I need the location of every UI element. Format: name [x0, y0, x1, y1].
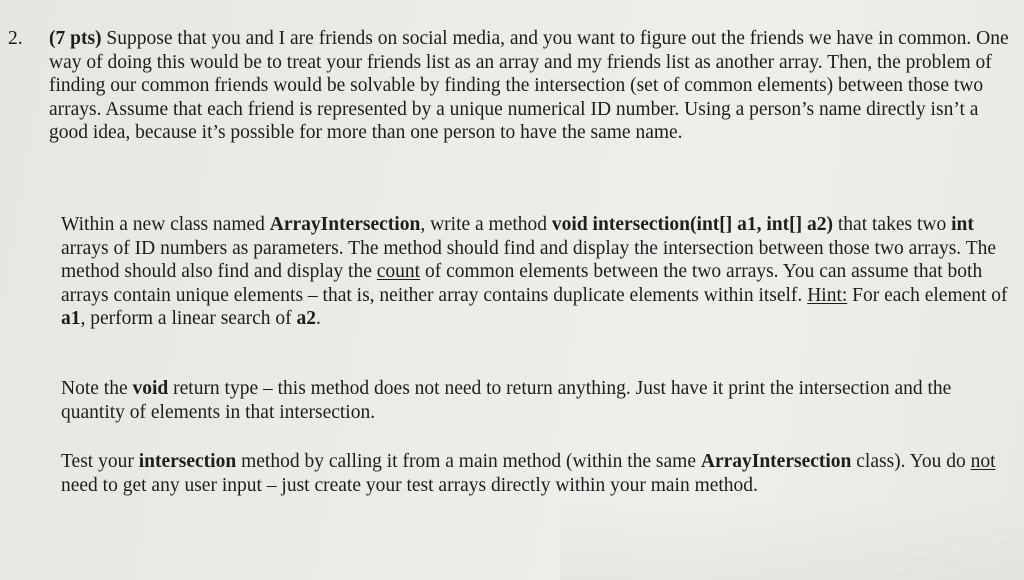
method-name: intersection	[138, 451, 237, 472]
method-signature: void intersection(int[] a1, int[] a2)	[551, 214, 834, 235]
not-word: not	[970, 451, 996, 472]
class-name-2: ArrayIntersection	[700, 451, 852, 472]
test-text-1: Test your	[61, 451, 139, 472]
hint-label: Hint:	[807, 284, 848, 306]
intro-text: Suppose that you and I are friends on social media, and you want to figure out the friends we have in common. One way of doing this would be to treat your friends list as an array and my friends list as another array. Then, the problem of finding our common friends would be solvable by finding the intersection (set of common elements) between those two arrays. Assume that each friend is represented by a unique numerical ID number. Using a person’s name directly isn’t a good idea, because it’s possible for more than one person to have the same name.	[49, 28, 1009, 143]
task-text-4: arrays of ID numbers as parameters. The method should find and display the intersection between those two arrays. The method should also find and display the	[61, 237, 997, 282]
task-text-1: Within a new class named	[61, 214, 270, 235]
task-text-3: that takes two	[833, 214, 952, 235]
a1-param: a1	[61, 308, 81, 329]
a2-param: a2	[296, 308, 317, 329]
test-paragraph	[61, 450, 1013, 497]
question-number: 2.	[8, 28, 23, 49]
task-text-2: , write a method	[420, 214, 552, 235]
void-keyword: void	[132, 378, 169, 399]
points-label: (7 pts)	[49, 28, 102, 49]
note-paragraph	[61, 377, 1013, 424]
test-text-2: method by calling it from a main method (within the same	[236, 451, 701, 472]
task-text-7: , perform a linear search of	[80, 308, 297, 329]
note-text-2: return type – this method does not need to return anything. Just have it print the intersection and the quantity of elements in that intersection.	[61, 378, 952, 423]
task-text-5: of common elements between the two arrays. You can assume that both arrays contain unique elements – that is, neither array contains duplicate elements within itself.	[61, 261, 983, 306]
note-text-1: Note the	[61, 378, 133, 399]
int-keyword: int	[951, 214, 974, 235]
test-text-3: class). You do	[851, 451, 971, 472]
page-shading	[560, 500, 1024, 580]
test-text-4: need to get any user input – just create your test arrays directly within your main method.	[61, 474, 758, 496]
class-name: ArrayIntersection	[269, 214, 421, 235]
task-text-8: .	[316, 308, 321, 329]
count-word: count	[376, 261, 421, 282]
problem-intro-paragraph	[49, 27, 1011, 145]
task-text-6: For each element of	[847, 284, 1008, 306]
task-paragraph	[61, 213, 1013, 331]
